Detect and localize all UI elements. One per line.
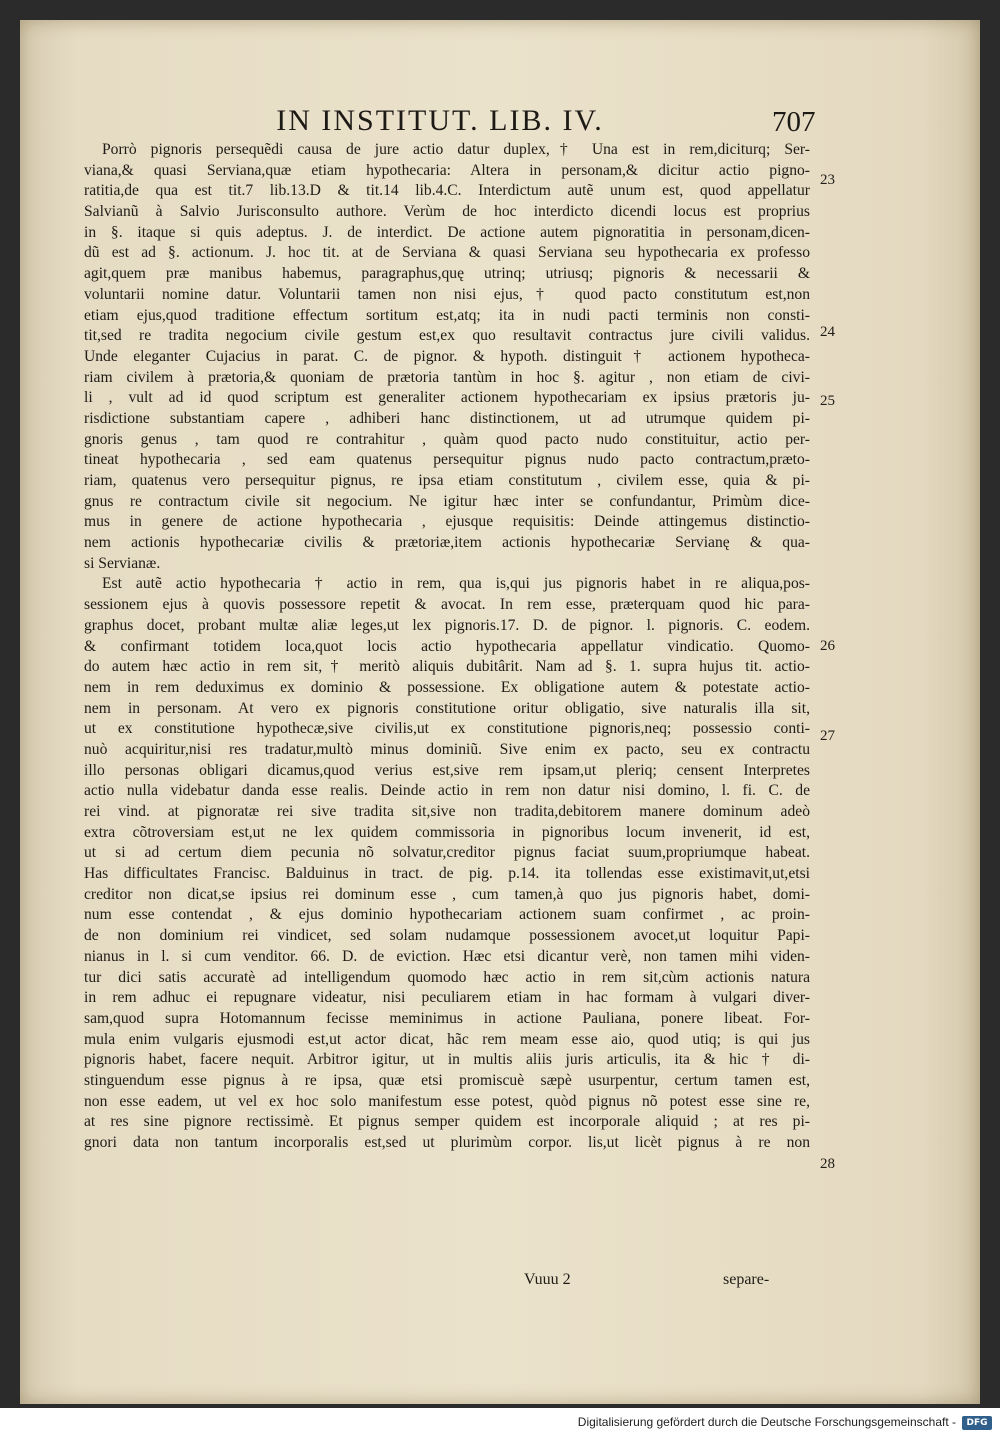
margin-number: 25 [820, 393, 835, 409]
text-line: stinguendum esse pignus à re ipsa, quæ etsi promiscuè sæpè usurpentur, certum tamen est, [84, 1071, 810, 1089]
margin-number: 26 [820, 638, 835, 654]
text-line: ut si ad certum diem pecunia nõ solvatur,creditor pignus faciat suum,propriumque habeat. [84, 844, 810, 862]
text-line: nem actionis hypothecariæ civilis & prætoriæ,item actionis hypothecariæ Servianę & qua- [84, 534, 810, 552]
text-line: gnoris genus , tam quod re contrahitur , quàm quod pacto nudo constituitur, actio per- [84, 430, 810, 448]
text-line: ratitia,de qua est tit.7 lib.13.D & tit.14 lib.4.C. Interdictum autẽ unum est, quod appellatur [84, 182, 810, 200]
dfg-logo-icon: DFG [962, 1416, 992, 1430]
margin-number: 23 [820, 172, 835, 188]
text-line: Est autẽ actio hypothecaria † actio in rem, qua is,qui jus pignoris habet in re aliqua,pos- [102, 575, 810, 593]
margin-number: 24 [820, 324, 835, 340]
text-line: dũ est ad §. actionum. J. hoc tit. at de Serviana & quasi Serviana seu hypothecaria ex professo [84, 244, 810, 262]
signature-mark: Vuuu 2 [524, 1271, 571, 1288]
text-line: extra cõtroversiam est,ut ne lex quidem commissoria in pignoribus locum invenerit, id est, [84, 823, 810, 841]
text-line: creditor non dicat,se ipsius rei dominum esse , cum tamen,à quo jus pignoris habet, domi- [84, 885, 810, 903]
text-line: actio nulla videbatur danda esse realis. Deinde actio in rem non datur nisi domino, l. fi. C. de [84, 782, 810, 800]
text-line: graphus docet, probant multæ aliæ leges,ut lex pignoris.17. D. de pignor. l. pignoris. C. eodem. [84, 616, 810, 634]
text-line: nem in personam. At vero ex pignoris constitutione oritur obligatio, sive naturalis illa sit, [84, 699, 810, 717]
footer-credit: Digitalisierung gefördert durch die Deutsche Forschungsgemeinschaft - [577, 1415, 956, 1429]
text-line: tur dici satis accuratè ad intelligendum quomodo hæc actio in rem sit,cùm actionis natura [84, 968, 810, 986]
text-line: nianus in l. si cum venditor. 66. D. de eviction. Hæc etsi dicantur verè, non tamen mihi viden- [84, 947, 810, 965]
text-line: riam, quatenus vero persequitur pignus, re ipsa etiam constitutum , civilem esse, quia & pi- [84, 472, 810, 489]
text-line: mula enim vulgaris ejusmodi est,ut actor dicat, hãc rem meam esse aio, quod utiq; is qui jus [84, 1030, 810, 1048]
catchword: separe- [723, 1271, 770, 1288]
text-line: viana,& quasi Serviana,quæ etiam hypothecaria: Altera in personam,& dicitur actio pigno- [84, 161, 810, 179]
text-line: gnori data non tantum incorporalis est,sed ut plurimùm corpor. lis,ut licèt pignus à re non [84, 1134, 810, 1151]
text-line: in rem adhuc ei repugnare videatur, nisi peculiarem etiam in hac formam à vulgari diver- [84, 989, 810, 1007]
text-line: Salvianũ à Salvio Jurisconsulto authore. Verùm de hoc interdicto dicendi locus est proprius [84, 203, 810, 221]
text-line: de non dominium rei vindicet, sed solam nudamque possessionem avocet,ut loquitur Papi- [84, 927, 810, 945]
text-line: risdictione substantiam capere , adhiberi hanc distinctionem, ut ad utrumque quidem pi- [84, 409, 810, 427]
text-line: riam civilem à prætoria,& quoniam de prætoria tantùm in hoc §. agitur , non etiam de civi- [84, 368, 810, 386]
text-line: non esse eadem, ut vel ex hoc solo manifestum esse potest, quòd pignus nõ potest esse sine re, [84, 1092, 810, 1110]
text-line: at res sine pignore rectissimè. Et pignus semper quidem est incorporale aliquid ; at res pi- [84, 1113, 810, 1131]
text-line: rei vind. at pignoratæ rei sive tradita sit,sive non tradita,debitorem manere dominum adeò [84, 803, 810, 820]
page-number: 707 [772, 106, 816, 138]
text-line: tineat hypothecaria , sed eam quatenus persequitur pignus nudo pacto contractum,præto- [84, 451, 810, 469]
text-line: sam,quod supra Hotomannum fecisse meminimus in actione Pauliana, ponere libeat. For- [84, 1009, 810, 1027]
text-line: Has difficultates Francisc. Balduinus in tract. de pig. p.14. ita tollendas esse existimavit,ut,etsi [84, 865, 810, 883]
text-line: & confirmant totidem loca,quot locis actio hypothecaria appellatur vindicatio. Quomo- [84, 637, 810, 655]
text-line: in §. itaque si quis adeptus. J. de interdict. De actione autem pignoratitia in personam,dicen- [84, 223, 810, 241]
text-line: ut ex constitutione hypothecæ,sive civilis,ut ex constitutione pignoris,neq; possessio conti- [84, 720, 810, 738]
text-line: voluntarii nomine datur. Voluntarii tamen non nisi ejus,† quod pacto constitutum est,non [84, 285, 810, 303]
margin-number: 28 [820, 1156, 835, 1172]
text-line: Porrò pignoris persequẽdi causa de jure actio datur duplex,† Una est in rem,diciturq; Ser- [102, 141, 810, 158]
text-line: Unde eleganter Cujacius in parat. C. de pignor. & hypoth. distinguit† actionem hypotheca- [84, 347, 810, 365]
text-line: tit,sed re tradita negocium civile gestum est,ex quo resultavit contractus jure civili validus. [84, 327, 810, 345]
text-line: do autem hæc actio in rem sit,† meritò aliquis dubitârit. Nam ad §. 1. supra hujus tit. actio- [84, 658, 810, 676]
text-line: pignoris habet, facere nequit. Arbitror igitur, ut in multis aliis juris articulis, ita & hic † di- [84, 1051, 810, 1069]
book-page [20, 20, 980, 1404]
margin-number: 27 [820, 728, 835, 744]
text-line: etiam ejus,quod traditione effectum sortitum est,atq; ita in nudi pacti terminis non consti- [84, 306, 810, 324]
text-line: num esse contendat , & ejus dominio hypothecariam actionem suam confirmet , ac proin- [84, 906, 810, 924]
text-line: nuò acquiritur,nisi res tradatur,multò minus dominiũ. Sive enim ex pacto, seu ex contractu [84, 740, 810, 758]
text-line: sessionem ejus à quovis possessore repetit & avocat. In rem esse, præterquam quod hic para- [84, 596, 810, 614]
text-line: nem in rem deduximus ex dominio & possessione. Ex obligatione autem & potestate actio- [84, 678, 810, 696]
footer-bar [0, 1408, 1000, 1438]
text-line: gnus re contractum civile sit negocium. Ne igitur hæc inter se confundantur, Primùm dice- [84, 492, 810, 510]
text-line: agit,quem præ manibus habemus, paragraphus,quę utrinq; utriusq; pignoris & necessarii & [84, 265, 810, 283]
text-line: li , vult ad id quod scriptum est generaliter actionem hypothecariam ex ipsius prætoris ju- [84, 389, 810, 407]
text-line: mus in genere de actione hypothecaria , ejusque requisitis: Deinde attingemus distinctio- [84, 513, 810, 531]
body-text [84, 140, 810, 1154]
running-head: IN INSTITUT. LIB. IV. [276, 104, 604, 137]
text-line: si Servianæ. [84, 554, 161, 572]
text-line: illo personas obligari dicamus,quod verius est,sive rem ipsam,ut pleriq; censent Interpretes [84, 761, 810, 779]
